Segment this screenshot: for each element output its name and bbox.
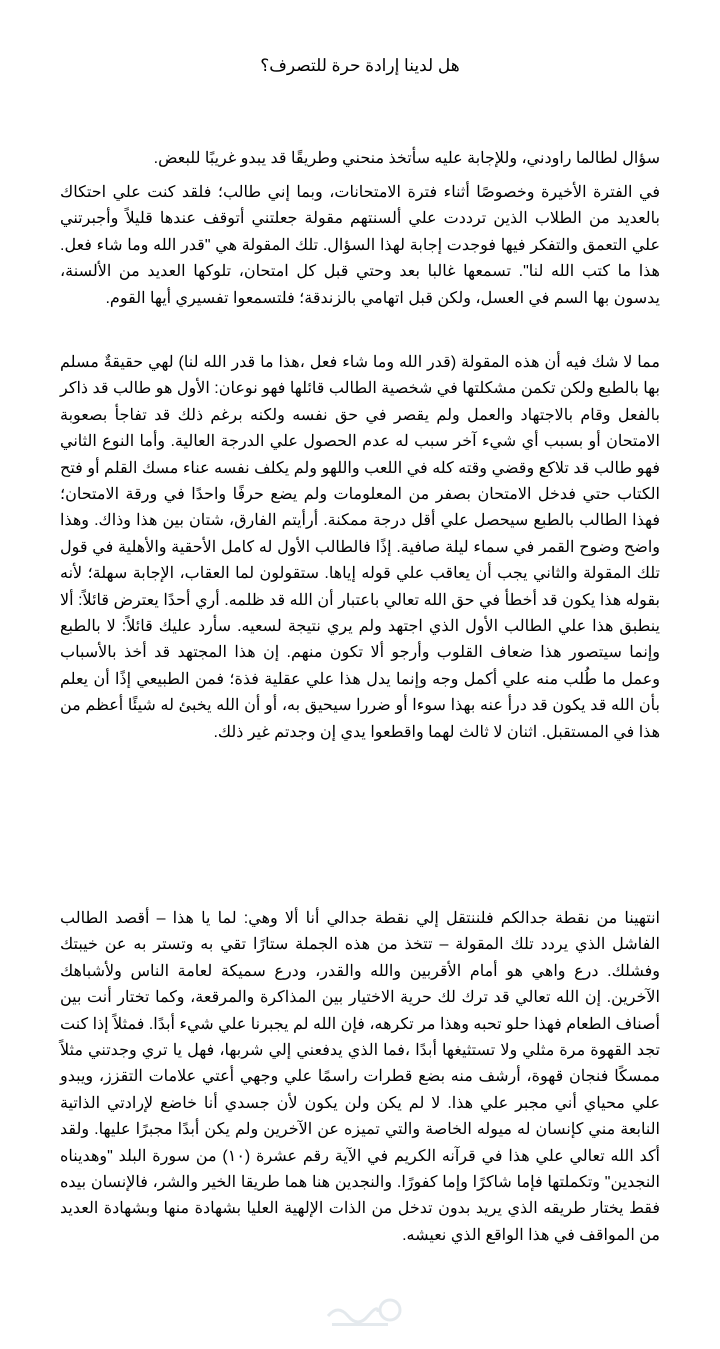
document-page <box>60 0 660 1349</box>
paragraph-two-students: مما لا شك فيه أن هذه المقولة (قدر الله وما شاء فعل ،هذا ما قدر الله لنا) لهي حقيقةٌ مسلم بها بالطبع ولكن تكمن مشكلتها في شخصية الطالب قائلها فهو نوعان: الأول هو طالب قد ذاكر بالفعل وقام بالاجتهاد والعمل ولم يقصر في حق نفسه ولكنه برغم ذلك قد تفاجأ بصعوبة الامتحان أو بسبب أي شيء آخر سبب له عدم الحصول علي الدرجة العالية. وأما النوع الثاني فهو طالب قد تلاكع وقضي وقته كله في اللعب واللهو ولم يكلف نفسه عناء مسك القلم أو فتح الكتاب حتي فدخل الامتحان بصفر من المعلومات ولم يضع حرفًا واحدًا في ورقة الامتحان؛ فهذا الطالب بالطبع سيحصل علي أقل درجة ممكنة. أرأيتم الفارق، شتان بين هذا وذاك. وهذا واضح وضوح القمر في سماء ليلة صافية. إذًا فالطالب الأول له كامل الأحقية والأهلية في قول تلك المقولة والثاني يجب أن يعاقب علي قوله إياها. ستقولون لما العقاب، الإجابة سهلة؛ لأنه بقوله هذا يكون قد أخطأ في حق الله تعالي باعتبار أن الله قد ظلمه. أري أحدًا يعترض قائلاً: ألا ينطبق هذا علي الطالب الأول الذي اجتهد ولم يري نتيجة لسعيه. سأرد عليك قائلاً: لا بالطبع وإنما سيتصور هذا ضعاف القلوب وأرجو ألا تكون منهم. إن هذا المجتهد قد أخذ بالأسباب وعمل ما طُلب منه علي أكمل وجه وإنما يدل هذا علي عقلية فذة؛ فمن الطبيعي إذًا أن يعلم بأن الله قد يكون قد درأ عنه بهذا سوءا أو ضررا سيحيق به، أو أن الله يخبئ له شيئًا أعظم من هذا في المستقبل. اثنان لا ثالث لهما واقطعوا يدي إن وجدتم غير ذلك. <box>60 354 660 741</box>
watermark-logo-icon <box>318 1290 414 1334</box>
paragraph-exam-period: في الفترة الأخيرة وخصوصًا أثناء فترة الامتحانات، وبما إني طالب؛ فلقد كنت علي احتكاك بالعديد من الطلاب الذين ترددت علي ألسنتهم مقولة جعلتني أتوقف عندها قليلاً وأجبرتني علي التعمق والتفكر فيها فوجدت إجابة لهذا السؤال. تلك المقولة هي "قدر الله وما شاء فعل. هذا ما كتب الله لنا". تسمعها غالبا بعد وحتي قبل كل امتحان، تلوكها العديد من الألسنة، يدسون بها السم في العسل، ولكن قبل اتهامي بالزندقة؛ فلتسمعوا تفسيري أيها القوم. <box>60 184 660 307</box>
paragraph-free-will: انتهينا من نقطة جدالكم فلننتقل إلي نقطة جدالي أنا ألا وهي: لما يا هذا – أقصد الطالب الفاشل الذي يردد تلك المقولة – تتخذ من هذه الجملة ستارًا تقي به وتستر به عن خيبتك وفشلك. درع واهي هو أمام الأقربين والله والقدر، ودرع سميكة لعامة الناس ولأشباهك الآخرين. إن الله تعالي قد ترك لك حرية الاختيار بين المذاكرة والمرقعة، وكما تختار أنت بين أصناف الطعام فهذا حلو تحبه وهذا مر تكرهه، فإن الله لم يجبرنا علي شيء أبدًا. فمثلاً إذا كنت تجد القهوة مرة مثلي ولا تستثيغها أبدًا ،فما الذي يدفعني إلي شربها، فهل يا تري وجدتني مثلاً ممسكًا فنجان قهوة، أرشف منه بضع قطرات راسمًا علي وجهي أعتي علامات التقزز، ويبدو علي محياي أني مجبر علي هذا. لا لم يكن ولن يكون لأن جسدي أنا خاضع لإرادتي الذاتية النابعة مني كإنسان له ميوله الخاصة والتي تميزه عن الآخرين ولم يكن أبدًا مجبرًا عليها. ولقد أكد الله تعالي علي هذا في قرآنه الكريم في الآية رقم عشرة (١٠) من سورة البلد "وهديناه النجدين" وتكملتها فإما شاكرًا وإما كفورًا. والنجدين هنا هما طريقا الخير والشر، فالإنسان بيده فقط يختار طريقه الذي يريد بدون تدخل من الذات الإلهية العليا بشهادة منها وبشهادة العديد من المواقف في هذا الواقع الذي نعيشه. <box>60 910 661 1244</box>
paragraph-intro: سؤال لطالما راودني، وللإجابة عليه سأتخذ منحني وطريقًا قد يبدو غريبًا للبعض. <box>153 150 660 167</box>
document-title: هل لدينا إرادة حرة للتصرف؟ <box>260 56 460 75</box>
